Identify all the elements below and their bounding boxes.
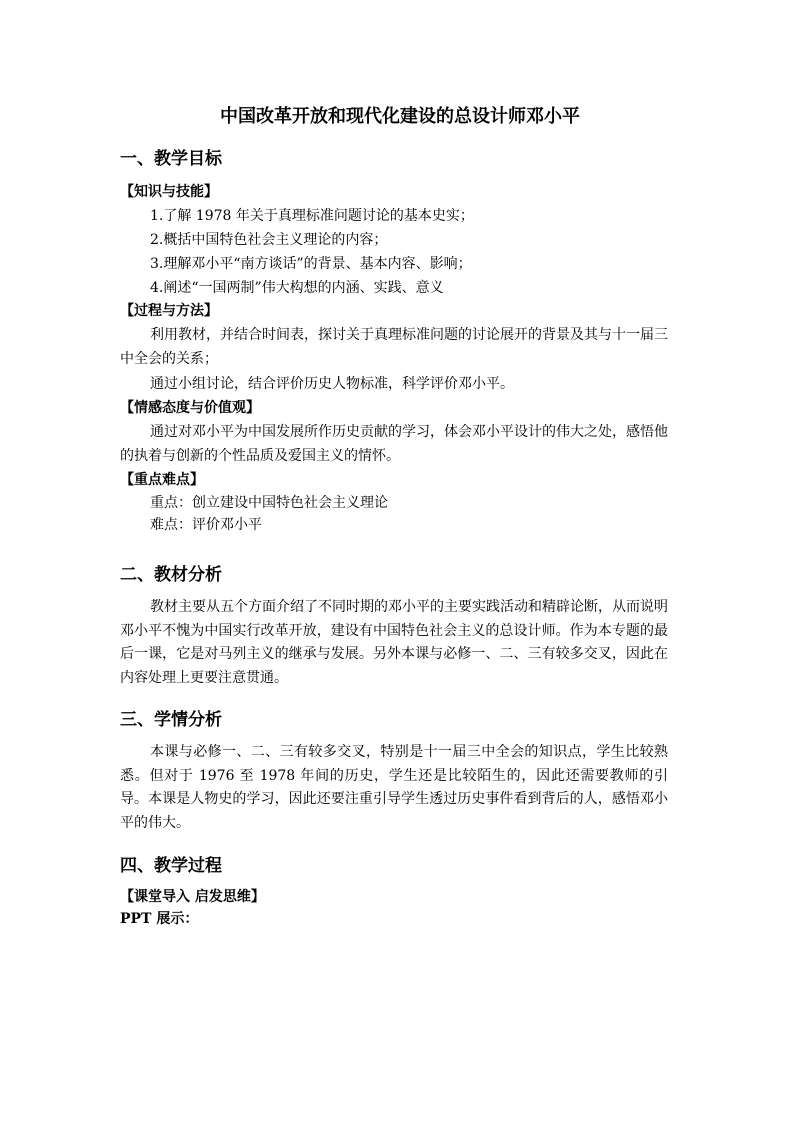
student-analysis-paragraph: 本课与必修一、二、三有较多交叉，特别是十一届三中全会的知识点，学生比较熟悉。但对于 1976 至 1978 年间的历史，学生还是比较陌生的，因此还需要教师的引导。本课是人物史的学习，因此还要注重引导学生透过历史事件看到背后的人，感悟邓小平的伟大。 — [120, 744, 668, 831]
section-heading-teaching: 四、教学过程 — [120, 856, 222, 876]
section-heading-material: 二、教材分析 — [120, 565, 222, 585]
process-methods-paragraph-2: 通过小组讨论，结合评价历史人物标准，科学评价邓小平。 — [150, 376, 514, 392]
difficult-point: 难点：评价邓小平 — [150, 517, 262, 533]
process-methods-paragraph-1: 利用教材，并结合时间表，探讨关于真理标准问题的讨论展开的背景及其与十一届三中全会的关系； — [120, 327, 668, 367]
material-analysis-paragraph: 教材主要从五个方面介绍了不同时期的邓小平的主要实践活动和精辟论断，从而说明邓小平不愧为中国实行改革开放，建设有中国特色社会主义的总设计师。作为本专题的最后一课，它是对马列主义的继承与发展。另外本课与必修一、二、三有较多交叉，因此在内容处理上更要注意贯通。 — [120, 599, 668, 686]
knowledge-item-2: 2.概括中国特色社会主义理论的内容； — [150, 232, 388, 248]
document-title: 中国改革开放和现代化建设的总设计师邓小平 — [220, 106, 580, 127]
attitude-values-label: 【情感态度与价值观】 — [120, 400, 260, 416]
key-difficult-points-label: 【重点难点】 — [120, 472, 204, 488]
attitude-values-paragraph: 通过对邓小平为中国发展所作历史贡献的学习，体会邓小平设计的伟大之处，感悟他的执着与创新的个性品质及爱国主义的情怀。 — [120, 424, 668, 464]
knowledge-item-1: 1.了解 1978 年关于真理标准问题讨论的基本史实； — [150, 208, 474, 224]
process-methods-label: 【过程与方法】 — [120, 303, 218, 319]
knowledge-skills-label: 【知识与技能】 — [120, 184, 218, 200]
ppt-display-label: PPT 展示： — [120, 911, 199, 927]
key-point: 重点：创立建设中国特色社会主义理论 — [150, 495, 388, 511]
knowledge-item-4: 4.阐述“一国两制”伟大构想的内涵、实践、意义 — [150, 280, 444, 296]
class-intro-label: 【课堂导入 启发思维】 — [120, 889, 265, 905]
knowledge-item-3: 3.理解邓小平“南方谈话”的背景、基本内容、影响； — [150, 256, 472, 272]
section-heading-students: 三、学情分析 — [120, 710, 222, 730]
section-heading-goals: 一、教学目标 — [120, 149, 222, 169]
